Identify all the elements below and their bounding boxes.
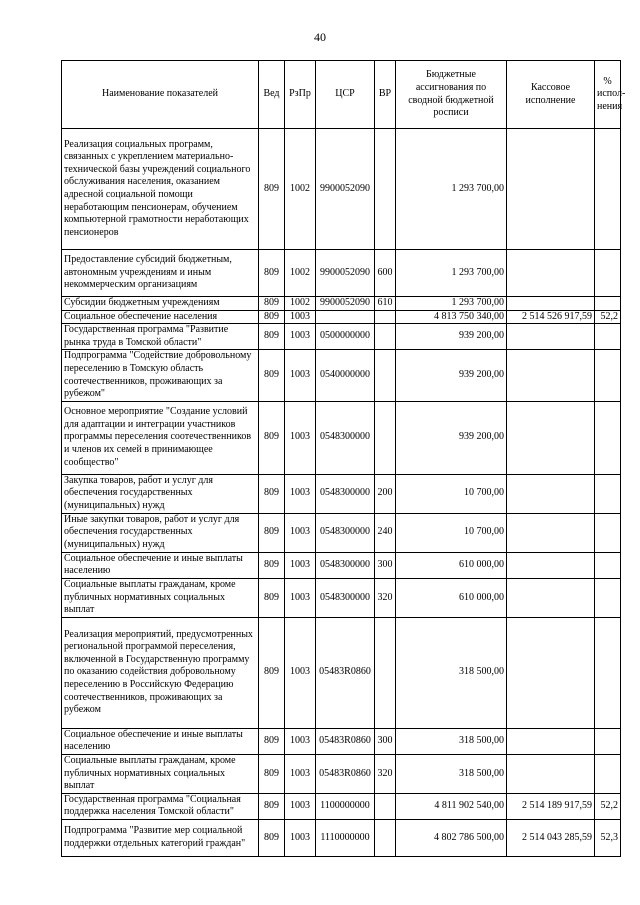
- table-body: [62, 129, 621, 857]
- cell-ved: 809: [259, 324, 285, 350]
- cell-vr: [375, 793, 396, 819]
- cell-budget: 939 200,00: [396, 350, 507, 401]
- cell-csr: 1110000000: [316, 819, 375, 856]
- cell-cash: [507, 513, 595, 552]
- cell-name: Подпрограмма "Развитие мер социальной поддержки отдельных категорий граждан": [62, 819, 259, 856]
- cell-pct: [595, 324, 621, 350]
- cell-budget: 318 500,00: [396, 617, 507, 728]
- cell-ved: 809: [259, 793, 285, 819]
- cell-cash: [507, 728, 595, 754]
- cell-cash: [507, 129, 595, 250]
- cell-name: Социальные выплаты гражданам, кроме публичных нормативных социальных выплат: [62, 578, 259, 617]
- cell-cash: [507, 250, 595, 297]
- cell-name: Социальное обеспечение и иные выплаты населению: [62, 728, 259, 754]
- header-ved: Вед: [259, 61, 285, 129]
- cell-rzpr: 1003: [285, 793, 316, 819]
- cell-pct: [595, 350, 621, 401]
- cell-budget: 318 500,00: [396, 754, 507, 793]
- table-row: [62, 819, 621, 856]
- cell-csr: 0500000000: [316, 324, 375, 350]
- cell-vr: 320: [375, 754, 396, 793]
- cell-ved: 809: [259, 819, 285, 856]
- table-row: [62, 250, 621, 297]
- cell-budget: 939 200,00: [396, 324, 507, 350]
- cell-pct: [595, 474, 621, 513]
- page-number: 40: [314, 30, 326, 44]
- cell-budget: 318 500,00: [396, 728, 507, 754]
- cell-rzpr: 1003: [285, 754, 316, 793]
- cell-ved: 809: [259, 552, 285, 578]
- cell-csr: 0548300000: [316, 401, 375, 474]
- header-cash: Кассовое исполнение: [507, 61, 595, 129]
- cell-budget: 4 811 902 540,00: [396, 793, 507, 819]
- table-row: [62, 129, 621, 250]
- header-name: Наименование показателей: [62, 61, 259, 129]
- cell-csr: 0548300000: [316, 513, 375, 552]
- cell-budget: 1 293 700,00: [396, 250, 507, 297]
- cell-cash: [507, 297, 595, 311]
- cell-pct: [595, 401, 621, 474]
- cell-name: Основное мероприятие "Создание условий для адаптации и интеграции участников программы переселения соотечественников и членов их семей в принимающее сообщество": [62, 401, 259, 474]
- header-pct: % испол-нения: [595, 61, 621, 129]
- cell-rzpr: 1003: [285, 401, 316, 474]
- cell-cash: 2 514 043 285,59: [507, 819, 595, 856]
- cell-name: Предоставление субсидий бюджетным, автономным учреждениям и иным некоммерческим организациям: [62, 250, 259, 297]
- cell-name: Реализация социальных программ, связанных с укреплением материально-технической базы учреждений социального обслуживания населения, оказанием адресной социальной помощи неработающим пенсионерам, обучением компьютерной грамотности неработающих пенсионеров: [62, 129, 259, 250]
- cell-name: Социальное обеспечение и иные выплаты населению: [62, 552, 259, 578]
- cell-rzpr: 1003: [285, 324, 316, 350]
- cell-vr: [375, 310, 396, 324]
- cell-vr: [375, 350, 396, 401]
- cell-vr: [375, 617, 396, 728]
- cell-rzpr: 1003: [285, 474, 316, 513]
- cell-csr: 9900052090: [316, 297, 375, 311]
- cell-pct: [595, 728, 621, 754]
- cell-pct: 52,2: [595, 793, 621, 819]
- cell-vr: [375, 819, 396, 856]
- cell-cash: [507, 552, 595, 578]
- cell-ved: 809: [259, 350, 285, 401]
- cell-ved: 809: [259, 401, 285, 474]
- cell-csr: 0548300000: [316, 552, 375, 578]
- table-row: [62, 617, 621, 728]
- cell-name: Подпрограмма "Содействие добровольному переселению в Томскую область соотечественников, проживающих за рубежом": [62, 350, 259, 401]
- cell-pct: [595, 129, 621, 250]
- cell-cash: [507, 754, 595, 793]
- cell-ved: 809: [259, 617, 285, 728]
- cell-vr: [375, 401, 396, 474]
- cell-vr: 320: [375, 578, 396, 617]
- cell-csr: 05483R0860: [316, 617, 375, 728]
- cell-ved: 809: [259, 129, 285, 250]
- cell-csr: [316, 310, 375, 324]
- cell-budget: 610 000,00: [396, 552, 507, 578]
- cell-cash: [507, 350, 595, 401]
- cell-rzpr: 1003: [285, 513, 316, 552]
- cell-ved: 809: [259, 513, 285, 552]
- table-row: [62, 324, 621, 350]
- cell-rzpr: 1002: [285, 297, 316, 311]
- cell-budget: 4 813 750 340,00: [396, 310, 507, 324]
- cell-rzpr: 1003: [285, 728, 316, 754]
- cell-rzpr: 1003: [285, 552, 316, 578]
- cell-pct: [595, 513, 621, 552]
- cell-rzpr: 1003: [285, 819, 316, 856]
- cell-csr: 0548300000: [316, 578, 375, 617]
- cell-pct: [595, 250, 621, 297]
- cell-cash: [507, 401, 595, 474]
- cell-vr: 300: [375, 728, 396, 754]
- cell-pct: 52,3: [595, 819, 621, 856]
- cell-ved: 809: [259, 474, 285, 513]
- table-row: [62, 578, 621, 617]
- cell-csr: 9900052090: [316, 129, 375, 250]
- cell-name: Иные закупки товаров, работ и услуг для обеспечения государственных (муниципальных) нужд: [62, 513, 259, 552]
- table-row: [62, 728, 621, 754]
- cell-vr: 600: [375, 250, 396, 297]
- header-row: [62, 61, 621, 129]
- cell-ved: 809: [259, 250, 285, 297]
- cell-ved: 809: [259, 728, 285, 754]
- header-rzpr: РзПр: [285, 61, 316, 129]
- cell-pct: [595, 297, 621, 311]
- cell-vr: 200: [375, 474, 396, 513]
- cell-budget: 10 700,00: [396, 474, 507, 513]
- table-row: [62, 793, 621, 819]
- cell-pct: [595, 552, 621, 578]
- cell-cash: [507, 474, 595, 513]
- cell-ved: 809: [259, 310, 285, 324]
- cell-vr: 240: [375, 513, 396, 552]
- cell-vr: [375, 129, 396, 250]
- table-row: [62, 754, 621, 793]
- cell-name: Государственная программа "Социальная поддержка населения Томской области": [62, 793, 259, 819]
- cell-name: Субсидии бюджетным учреждениям: [62, 297, 259, 311]
- table-row: [62, 401, 621, 474]
- cell-rzpr: 1003: [285, 310, 316, 324]
- cell-pct: [595, 578, 621, 617]
- cell-cash: [507, 324, 595, 350]
- cell-csr: 9900052090: [316, 250, 375, 297]
- cell-csr: 05483R0860: [316, 754, 375, 793]
- cell-cash: 2 514 189 917,59: [507, 793, 595, 819]
- cell-ved: 809: [259, 578, 285, 617]
- cell-vr: 300: [375, 552, 396, 578]
- cell-cash: 2 514 526 917,59: [507, 310, 595, 324]
- table-row: [62, 513, 621, 552]
- cell-pct: [595, 754, 621, 793]
- cell-rzpr: 1003: [285, 578, 316, 617]
- cell-budget: 1 293 700,00: [396, 129, 507, 250]
- cell-name: Социальные выплаты гражданам, кроме публичных нормативных социальных выплат: [62, 754, 259, 793]
- cell-name: Реализация мероприятий, предусмотренных региональной программой переселения, включенной в Государственную программу по оказанию содействия добровольному переселению в Российскую Федерацию соотечественников, проживающих за рубежом: [62, 617, 259, 728]
- table-row: [62, 350, 621, 401]
- cell-name: Закупка товаров, работ и услуг для обеспечения государственных (муниципальных) нужд: [62, 474, 259, 513]
- cell-name: Государственная программа "Развитие рынка труда в Томской области": [62, 324, 259, 350]
- table-row: [62, 552, 621, 578]
- cell-cash: [507, 578, 595, 617]
- cell-budget: 610 000,00: [396, 578, 507, 617]
- cell-budget: 939 200,00: [396, 401, 507, 474]
- cell-budget: 1 293 700,00: [396, 297, 507, 311]
- cell-pct: 52,2: [595, 310, 621, 324]
- cell-pct: [595, 617, 621, 728]
- cell-name: Социальное обеспечение населения: [62, 310, 259, 324]
- cell-rzpr: 1003: [285, 617, 316, 728]
- cell-cash: [507, 617, 595, 728]
- cell-csr: 05483R0860: [316, 728, 375, 754]
- cell-csr: 0548300000: [316, 474, 375, 513]
- table-row: [62, 310, 621, 324]
- cell-csr: 1100000000: [316, 793, 375, 819]
- cell-ved: 809: [259, 297, 285, 311]
- header-csr: ЦСР: [316, 61, 375, 129]
- cell-ved: 809: [259, 754, 285, 793]
- cell-vr: [375, 324, 396, 350]
- cell-budget: 10 700,00: [396, 513, 507, 552]
- table-row: [62, 474, 621, 513]
- budget-table: [61, 60, 626, 857]
- cell-vr: 610: [375, 297, 396, 311]
- table-row: [62, 297, 621, 311]
- cell-rzpr: 1002: [285, 250, 316, 297]
- cell-rzpr: 1003: [285, 350, 316, 401]
- header-vr: ВР: [375, 61, 396, 129]
- header-budget: Бюджетные ассигнования по сводной бюджетной росписи: [396, 61, 507, 129]
- cell-rzpr: 1002: [285, 129, 316, 250]
- cell-csr: 0540000000: [316, 350, 375, 401]
- cell-budget: 4 802 786 500,00: [396, 819, 507, 856]
